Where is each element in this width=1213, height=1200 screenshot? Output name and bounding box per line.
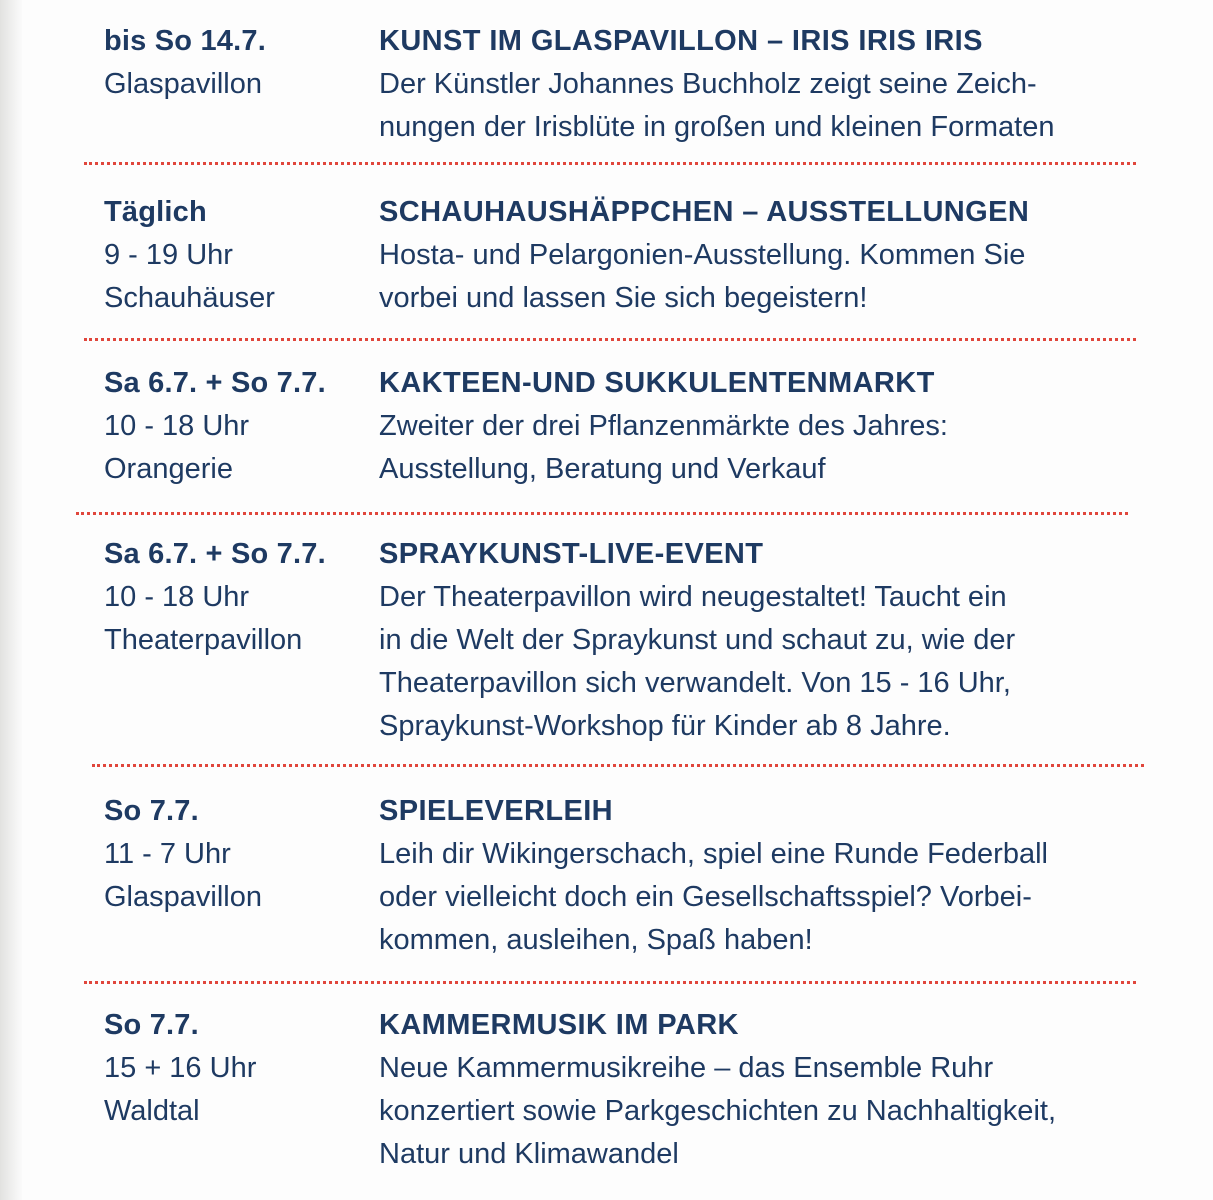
event-time: 15 + 16 Uhr: [104, 1052, 257, 1084]
event-body: [379, 1004, 1179, 1176]
event-description-line: Ausstellung, Beratung und Verkauf: [379, 453, 826, 485]
event-description-line: konzertiert sowie Parkgeschichten zu Nachhaltigkeit,: [379, 1095, 1056, 1127]
event-description-line: Leih dir Wikingerschach, spiel eine Runde Federball: [379, 838, 1048, 870]
event-date: So 7.7.: [104, 1009, 199, 1041]
event-meta: [104, 1004, 372, 1133]
event-body: [379, 533, 1179, 748]
dotted-divider: [84, 162, 1136, 165]
event-description-line: Natur und Klimawandel: [379, 1138, 679, 1170]
event-description-line: in die Welt der Spraykunst und schaut zu, wie der: [379, 624, 1016, 656]
event-meta: [104, 191, 372, 320]
event-description-line: Der Künstler Johannes Buchholz zeigt seine Zeich-: [379, 68, 1037, 100]
event-time: 10 - 18 Uhr: [104, 410, 250, 442]
event-meta: [104, 20, 372, 106]
event-meta: [104, 533, 372, 662]
event-description-line: nungen der Irisblüte in großen und kleinen Formaten: [379, 111, 1055, 143]
event-description-line: Spraykunst-Workshop für Kinder ab 8 Jahre.: [379, 710, 951, 742]
event-time: 11 - 7 Uhr: [104, 838, 231, 870]
event-place: Theaterpavillon: [104, 624, 303, 656]
event-date: Sa 6.7. + So 7.7.: [104, 538, 326, 570]
event-date: bis So 14.7.: [104, 25, 266, 57]
dotted-divider: [84, 338, 1136, 341]
dotted-divider: [84, 981, 1136, 984]
dotted-divider: [76, 512, 1128, 515]
event-title: SPRAYKUNST-LIVE-EVENT: [379, 538, 764, 570]
event-description-line: oder vielleicht doch ein Gesellschaftsspiel? Vorbei-: [379, 881, 1032, 913]
event-meta: [104, 790, 372, 919]
event-time: 10 - 18 Uhr: [104, 581, 250, 613]
event-place: Glaspavillon: [104, 881, 262, 913]
event-description-line: Zweiter der drei Pflanzenmärkte des Jahres:: [379, 410, 948, 442]
event-title: KAMMERMUSIK IM PARK: [379, 1009, 739, 1041]
event-place: Schauhäuser: [104, 282, 275, 314]
event-date: So 7.7.: [104, 795, 199, 827]
event-title: KUNST IM GLASPAVILLON – IRIS IRIS IRIS: [379, 25, 983, 57]
event-title: SPIELEVERLEIH: [379, 795, 614, 827]
event-description-line: Theaterpavillon sich verwandelt. Von 15 - 16 Uhr,: [379, 667, 1011, 699]
event-date: Täglich: [104, 196, 207, 228]
event-description-line: vorbei und lassen Sie sich begeistern!: [379, 282, 868, 314]
event-description-line: Neue Kammermusikreihe – das Ensemble Ruhr: [379, 1052, 994, 1084]
event-place: Glaspavillon: [104, 68, 262, 100]
event-title: KAKTEEN-UND SUKKULENTENMARKT: [379, 367, 935, 399]
event-place: Orangerie: [104, 453, 233, 485]
event-place: Waldtal: [104, 1095, 200, 1127]
event-title: SCHAUHAUSHÄPPCHEN – AUSSTELLUNGEN: [379, 196, 1030, 228]
event-description-line: Hosta- und Pelargonien-Ausstellung. Kommen Sie: [379, 239, 1026, 271]
event-body: [379, 20, 1179, 149]
event-body: [379, 191, 1179, 320]
event-date: Sa 6.7. + So 7.7.: [104, 367, 326, 399]
event-description-line: kommen, ausleihen, Spaß haben!: [379, 924, 813, 956]
dotted-divider: [92, 764, 1144, 767]
event-meta: [104, 362, 372, 491]
event-time: 9 - 19 Uhr: [104, 239, 233, 271]
event-description-line: Der Theaterpavillon wird neugestaltet! Taucht ein: [379, 581, 1007, 613]
event-body: [379, 790, 1179, 962]
event-body: [379, 362, 1179, 491]
